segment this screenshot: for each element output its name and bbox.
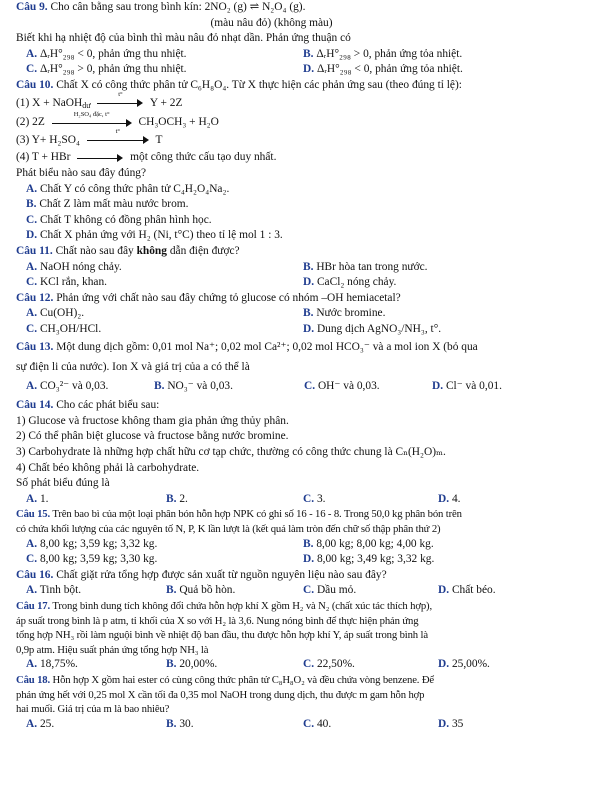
q10-prompt: Phát biểu nào sau đây đúng? — [16, 166, 147, 179]
q17-option-a-text[interactable]: 18,75%. — [39, 658, 78, 671]
q15-option-a-text[interactable]: 8,00 kg; 3,59 kg; 3,32 kg. — [39, 537, 158, 550]
q11-option-d-text[interactable]: CaCl₂ nóng chảy. — [316, 276, 397, 289]
q14-option-d-letter[interactable]: D. — [438, 492, 450, 505]
q15-stem — [16, 507, 597, 522]
reaction-3-condition: t° — [115, 128, 120, 136]
q10-option-b-letter[interactable]: B. — [26, 198, 37, 211]
q12-option-a-letter[interactable]: A. — [26, 307, 38, 320]
q16-option-b-letter[interactable]: B. — [166, 584, 177, 597]
q14-option-a-text[interactable]: 1. — [39, 492, 49, 505]
q14-label: Câu 14. — [16, 399, 54, 412]
q10-option-d-text[interactable]: Chất X phản ứng với H₂ (Ni, t°C) theo tỉ lệ mol 1 : 3. — [39, 229, 283, 242]
q10-label: Câu 10. — [16, 78, 54, 91]
q9-options-row-1 — [16, 47, 597, 63]
q10-option-c-text[interactable]: Chất T không có đồng phân hình học. — [39, 213, 212, 226]
q18-option-d-letter[interactable]: D. — [438, 717, 450, 730]
q18-option-d-text[interactable]: 35 — [451, 717, 464, 730]
q14-text: Cho các phát biểu sau: — [56, 399, 160, 412]
q15-options-row-1 — [16, 537, 597, 553]
q13-stem — [16, 340, 597, 356]
q12-text: Phản ứng với chất nào sau đây chứng tỏ glucose có nhóm –OH hemiacetal? — [56, 291, 401, 304]
q15-text: Trên bao bì của một loại phân bón hỗn hợp NPK có ghi số 16 - 16 - 8. Trong 50,0 kg phân bón trên — [52, 508, 462, 521]
q11-options-row-2 — [16, 275, 597, 291]
q17-option-d-letter[interactable]: D. — [438, 658, 450, 671]
reaction-4-right: một công thức cấu tạo duy nhất. — [130, 151, 277, 164]
q11-text-pre: Chất nào sau đây — [55, 244, 137, 257]
q9-intro: Biết khi hạ nhiệt độ của bình thì màu nâu đỏ nhạt dần. Phản ứng thuận có — [16, 32, 351, 45]
q18-option-b-letter[interactable]: B. — [166, 717, 177, 730]
q15-option-b-letter[interactable]: B. — [303, 537, 314, 550]
q15-option-d-text[interactable]: 8,00 kg; 3,49 kg; 3,32 kg. — [316, 553, 435, 566]
q16-option-d-text[interactable]: Chất béo. — [451, 584, 496, 597]
q16-option-d-letter[interactable]: D. — [438, 584, 450, 597]
reaction-2-right: CH₃OCH₃ + H₂O — [138, 116, 219, 129]
q18-option-a-letter[interactable]: A. — [26, 717, 38, 730]
q18-option-c-letter[interactable]: C. — [303, 717, 315, 730]
q14-option-c-text[interactable]: 3. — [316, 492, 326, 505]
q10-option-a-letter[interactable]: A. — [26, 182, 38, 195]
reaction-2-arrow — [52, 110, 132, 128]
q11-stem — [16, 244, 597, 260]
q15-option-c-text[interactable]: 8,00 kg; 3,59 kg; 3,30 kg. — [39, 553, 158, 566]
q14-statement: 1) Glucose và fructose không tham gia phản ứng thủy phân. — [16, 414, 289, 427]
reaction-1-condition: t° — [118, 90, 123, 98]
q9-option-c-letter[interactable]: C. — [26, 63, 38, 76]
q14-option-d-text[interactable]: 4. — [451, 492, 461, 505]
q16-text: Chất giặt rửa tổng hợp được sản xuất từ nguồn nguyên liệu nào sau đây? — [56, 568, 387, 581]
q16-option-c-letter[interactable]: C. — [303, 584, 315, 597]
reaction-3-left: (3) Y+ H₂SO₄ — [16, 133, 80, 146]
q18-line: phản ứng hết với 0,25 mol X cần tối đa 0,35 mol NaOH trong dung dịch, thu được m gam hỗn hợp — [16, 688, 425, 701]
reaction-1-arrow — [97, 90, 143, 108]
q13-text2: sự điện li của nước). Ion X và giá trị của a có thể là — [16, 361, 250, 374]
q16-option-b-text[interactable]: Quả bồ hòn. — [179, 584, 236, 597]
q12-options-row-1 — [16, 306, 597, 322]
q12-options-row-2 — [16, 322, 597, 338]
q10-option-c[interactable] — [16, 213, 597, 229]
q13-text: Một dung dịch gồm: 0,01 mol Na⁺; 0,02 mol Ca²⁺; 0,02 mol HCO₃⁻ và a mol ion X (bỏ qua — [56, 341, 478, 354]
q18-stem — [16, 673, 597, 688]
q11-option-d-letter[interactable]: D. — [303, 276, 315, 289]
q11-option-c-text[interactable]: KCl rắn, khan. — [39, 276, 108, 289]
q12-label: Câu 12. — [16, 291, 54, 304]
q13-option-a-text[interactable]: CO₃²⁻ và 0,03. — [39, 379, 109, 392]
q10-option-c-letter[interactable]: C. — [26, 213, 38, 226]
q18-option-a-text[interactable]: 25. — [39, 717, 55, 730]
q13-options-row — [16, 379, 597, 395]
reaction-3-right: T — [155, 133, 163, 146]
q12-option-a-text[interactable]: Cu(OH)₂. — [39, 307, 85, 320]
q18-line: Hỗn hợp X gồm hai ester có cùng công thức phân tử C₈H₈O₂ và đều chứa vòng benzene. Để — [52, 673, 434, 686]
q12-option-b-letter[interactable]: B. — [303, 307, 314, 320]
q9-label: Câu 9. — [16, 1, 48, 13]
reaction-4-arrow — [77, 153, 123, 163]
q14-prompt: Số phát biểu đúng là — [16, 477, 110, 490]
q11-label: Câu 11. — [16, 244, 53, 257]
q17-option-b-letter[interactable]: B. — [166, 658, 177, 671]
q18-label: Câu 18. — [16, 673, 50, 686]
q18-options-row — [16, 717, 597, 733]
q11-option-c-letter[interactable]: C. — [26, 276, 38, 289]
q17-line: 0,9p atm. Hiệu suất phản ứng tổng hợp NH₃ là — [16, 643, 209, 656]
q17-line: áp suất trong bình là p atm, tỉ khối của X so với H₂ là 3,6. Nung nóng bình để thực hiện phản ứng — [16, 614, 419, 627]
q15-option-a-letter[interactable]: A. — [26, 537, 38, 550]
q13-option-d-letter[interactable]: D. — [432, 379, 444, 392]
q15-option-d-letter[interactable]: D. — [303, 553, 315, 566]
q9-colors: (màu nâu đỏ) (không màu) — [210, 16, 333, 29]
q14-statement: 4) Chất béo không phải là carbohydrate. — [16, 461, 200, 474]
q11-option-a-text[interactable]: NaOH nóng chảy. — [39, 260, 122, 273]
reaction-1-left: (1) X + NaOH — [16, 96, 83, 109]
q13-option-b-letter[interactable]: B. — [154, 379, 165, 392]
q10-option-a[interactable] — [16, 182, 597, 198]
q17-label: Câu 17. — [16, 599, 50, 612]
q11-option-b-letter[interactable]: B. — [303, 260, 314, 273]
q9-option-d-letter[interactable]: D. — [303, 63, 315, 76]
q17-option-b-text[interactable]: 20,00%. — [179, 658, 218, 671]
q13-option-c-text[interactable]: OH⁻ và 0,03. — [317, 379, 380, 392]
q16-stem — [16, 568, 597, 584]
q16-option-a-text[interactable]: Tinh bột. — [39, 584, 82, 597]
q12-option-d-text[interactable]: Dung dịch AgNO₃/NH₃, t°. — [316, 322, 442, 335]
q10-option-d[interactable] — [16, 228, 597, 244]
q15-text2: có chứa khối lượng của các nguyên tố N, P, K lần lượt là (kết quả làm tròn đến chữ số thập phân thứ 2) — [16, 523, 441, 535]
q11-text-post: dẫn điện được? — [166, 244, 240, 257]
q13-option-c-letter[interactable]: C. — [304, 379, 316, 392]
q15-options-row-2 — [16, 552, 597, 568]
q11-options-row-1 — [16, 260, 597, 276]
q12-option-c-text[interactable]: CH₃OH/HCl. — [39, 322, 102, 335]
q13-option-a-letter[interactable]: A. — [26, 379, 38, 392]
q14-option-b-text[interactable]: 2. — [179, 492, 188, 505]
q11-option-a-letter[interactable]: A. — [26, 260, 38, 273]
reaction-1-left-sub: dư — [82, 100, 91, 110]
q17-line: tổng hợp NH₃ rồi làm nguội bình về nhiệt độ ban đầu, thu được hỗn hợp khí Y, áp suất trong bình là — [16, 629, 428, 642]
q17-option-d-text[interactable]: 25,00%. — [451, 658, 490, 671]
q10-option-d-letter[interactable]: D. — [26, 229, 38, 242]
q14-stem — [16, 398, 597, 414]
q17-line: Trong bình dung tích không đổi chứa hỗn hợp khí X gồm H₂ và N₂ (chất xúc tác thích hợp), — [52, 599, 432, 612]
q12-stem — [16, 291, 597, 307]
q11-option-b-text[interactable]: HBr hòa tan trong nước. — [316, 260, 428, 273]
q12-option-c-letter[interactable]: C. — [26, 322, 38, 335]
q14-statement: 3) Carbohydrate là những hợp chất hữu cơ tạp chức, thường có công thức chung là Cₙ(H₂O)ₘ. — [16, 446, 446, 459]
q18-line: hai muối. Giá trị của m là bao nhiêu? — [16, 703, 170, 716]
q9-option-d-text[interactable]: ΔᵣH°₂₉₈ < 0, phản ứng tỏa nhiệt. — [316, 63, 463, 76]
q11-text-bold: không — [136, 244, 167, 257]
q13-label: Câu 13. — [16, 341, 54, 354]
q10-option-a-text[interactable]: Chất Y có công thức phân tử C₄H₂O₄Na₂. — [39, 182, 230, 195]
q9-option-b-text[interactable]: ΔᵣH°₂₉₈ > 0, phản ứng tỏa nhiệt. — [316, 47, 463, 60]
q16-label: Câu 16. — [16, 568, 54, 581]
q16-option-c-text[interactable]: Dầu mỏ. — [316, 584, 357, 597]
q13-option-d-text[interactable]: Cl⁻ và 0,01. — [445, 379, 502, 392]
reaction-4-left: (4) T + HBr — [16, 151, 71, 164]
reaction-3-arrow — [87, 128, 149, 145]
q9-stem — [16, 0, 597, 16]
q15-option-b-text[interactable]: 8,00 kg; 8,00 kg; 4,00 kg. — [316, 537, 434, 550]
q14-option-c-letter[interactable]: C. — [303, 492, 315, 505]
q13-option-b-text[interactable]: NO₃⁻ và 0,03. — [167, 379, 233, 392]
q18-option-b-text[interactable]: 30. — [179, 717, 194, 730]
q12-option-d-letter[interactable]: D. — [303, 322, 315, 335]
q17-stem — [16, 599, 597, 614]
q9-text: Cho cân bằng sau trong bình kín: 2NO₂ (g) ⇌ N₂O₄ (g). — [50, 1, 306, 13]
q14-options-row — [16, 492, 597, 508]
q9-option-b-letter[interactable]: B. — [303, 47, 314, 60]
q16-option-a-letter[interactable]: A. — [26, 584, 38, 597]
q14-option-a-letter[interactable]: A. — [26, 492, 38, 505]
q14-option-b-letter[interactable]: B. — [166, 492, 177, 505]
q17-option-a-letter[interactable]: A. — [26, 658, 38, 671]
q17-options-row — [16, 657, 597, 673]
reaction-2-condition: H₂SO₄ đặc, t° — [73, 110, 110, 118]
reaction-1-right: Y + 2Z — [149, 96, 183, 109]
q14-statement: 2) Có thể phân biệt glucose và fructose bằng nước bromine. — [16, 430, 289, 443]
q10-text: Chất X có công thức phân tử C₆H₈O₄. Từ X thực hiện các phản ứng sau (theo đúng tỉ lệ): — [56, 78, 462, 91]
q10-reaction-3 — [16, 128, 597, 149]
reaction-2-left: (2) 2Z — [16, 116, 45, 129]
q18-option-c-text[interactable]: 40. — [316, 717, 332, 730]
q12-option-b-text[interactable]: Nước bromine. — [316, 307, 386, 320]
q10-reaction-4 — [16, 150, 597, 166]
q17-option-c-text[interactable]: 22,50%. — [316, 658, 355, 671]
q9-option-a-letter[interactable]: A. — [26, 47, 38, 60]
q17-option-c-letter[interactable]: C. — [303, 658, 315, 671]
q9-options-row-2 — [16, 62, 597, 78]
q16-options-row — [16, 583, 597, 599]
q15-option-c-letter[interactable]: C. — [26, 553, 38, 566]
q15-label: Câu 15. — [16, 508, 50, 521]
q9-option-a-text[interactable]: ΔᵣH°₂₉₈ < 0, phản ứng thu nhiệt. — [39, 47, 187, 60]
q10-option-b-text[interactable]: Chất Z làm mất màu nước brom. — [39, 198, 189, 211]
q9-option-c-text[interactable]: ΔᵣH°₂₉₈ > 0, phản ứng thu nhiệt. — [39, 63, 187, 76]
q10-option-b[interactable] — [16, 197, 597, 213]
